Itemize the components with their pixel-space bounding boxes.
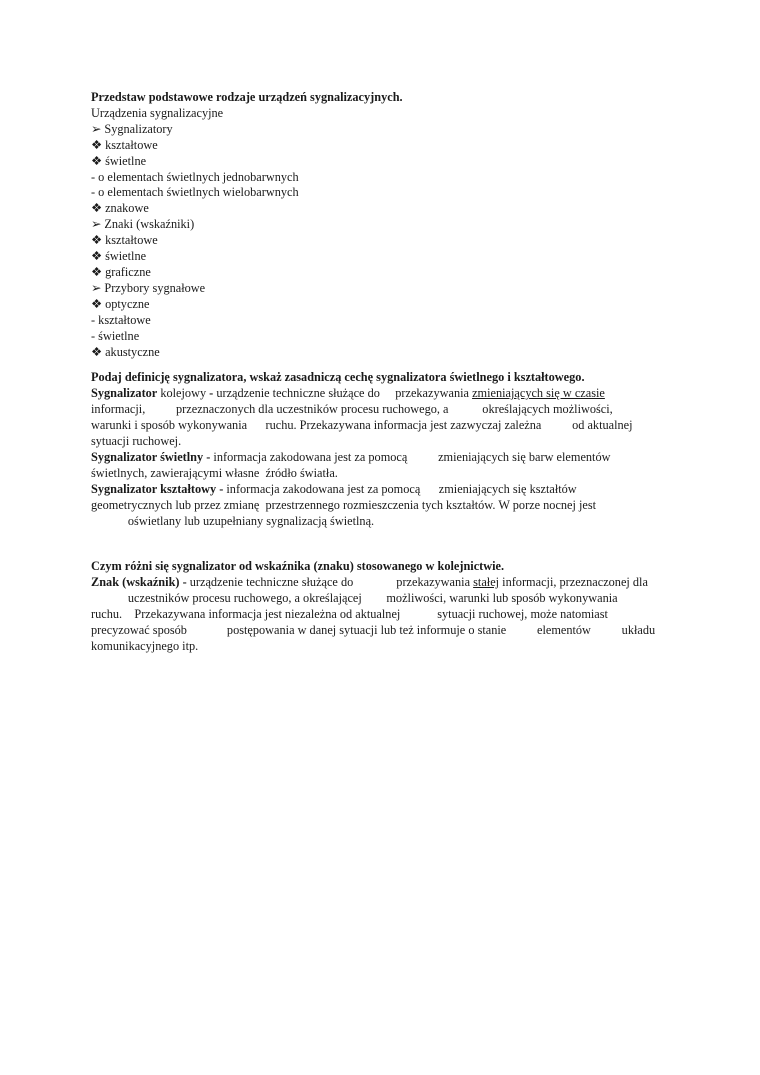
list-line: ➢ Znaki (wskaźniki) [91, 217, 195, 232]
definition-line: świetlnych, zawierającymi własne źródło światła. [91, 465, 338, 480]
list-line: - świetlne [91, 328, 140, 343]
section-3-title: Czym różni się sygnalizator od wskaźnika (znaku) stosowanego w kolejnictwie. [91, 559, 505, 574]
list-line: - kształtowe [91, 312, 151, 327]
list-line: ❖ optyczne [91, 296, 150, 311]
definition-term: Sygnalizator [91, 386, 158, 401]
definition-line: sytuacji ruchowej. [91, 434, 182, 449]
underlined-text: zmieniających się w czasie [472, 386, 605, 401]
definition-text: informacja zakodowana jest za pomocą zmieniających się barw elementów [213, 449, 611, 464]
definition-line [91, 575, 671, 591]
definition-line: warunki i sposób wykonywania ruchu. Przekazywana informacja jest zazwyczaj zależna od aktualnej [91, 418, 633, 433]
list-line: ❖ akustyczne [91, 344, 160, 359]
definition-line [91, 482, 671, 498]
list-line: ➢ Sygnalizatory [91, 121, 173, 136]
definition-line: ruchu. Przekazywana informacja jest niezależna od aktualnej sytuacji ruchowej, może natomiast [91, 607, 608, 622]
list-line: ❖ graficzne [91, 264, 151, 279]
section-2-title: Podaj definicję sygnalizatora, wskaż zasadniczą cechę sygnalizatora świetlnego i kształtowego. [91, 370, 585, 385]
spacer [91, 360, 671, 370]
definition-line: oświetlany lub uzupełniany sygnalizacją świetlną. [91, 513, 375, 528]
definition-term: Sygnalizator świetlny - [91, 449, 214, 464]
document-content [91, 90, 671, 655]
definition-text: kolejowy [157, 386, 207, 401]
list-line: ➢ Przybory sygnałowe [91, 280, 206, 295]
definition-text: urządzenie techniczne służące do przekazywania [216, 386, 473, 401]
definition-line: precyzować sposób postępowania w danej sytuacji lub też informuje o stanie elementów układu [91, 623, 656, 638]
list-line: ❖ świetlne [91, 249, 147, 264]
definition-line: uczestników procesu ruchowego, a określającej możliwości, warunki lub sposób wykonywania [91, 591, 618, 606]
definition-text: informacji, przeznaczonej dla [499, 575, 648, 590]
list-line: ❖ świetlne [91, 153, 147, 168]
definition-line [91, 450, 671, 466]
list-line: Urządzenia sygnalizacyjne [91, 105, 224, 120]
section-1-title: Przedstaw podstawowe rodzaje urządzeń sygnalizacyjnych. [91, 90, 403, 104]
definition-term: Znak (wskaźnik) - [91, 575, 190, 590]
list-line: - o elementach świetlnych jednobarwnych [91, 169, 299, 184]
definition-line: komunikacyjnego itp. [91, 639, 199, 653]
definition-text: informacja zakodowana jest za pomocą zmieniających się kształtów [226, 481, 577, 496]
definition-text: urządzenie techniczne służące do przekazywania [189, 575, 474, 590]
underlined-text: stałej [473, 575, 500, 590]
list-line: - o elementach świetlnych wielobarwnych [91, 185, 299, 200]
definition-line [91, 386, 671, 402]
definition-dash: - [206, 386, 217, 401]
spacer [91, 529, 671, 559]
list-line: ❖ znakowe [91, 201, 149, 216]
definition-line: informacji, przeznaczonych dla uczestników procesu ruchowego, a określających możliwości, [91, 402, 613, 417]
list-line: ❖ kształtowe [91, 233, 158, 248]
list-line: ❖ kształtowe [91, 137, 158, 152]
definition-term: Sygnalizator kształtowy - [91, 481, 227, 496]
definition-line: geometrycznych lub przez zmianę przestrzennego rozmieszczenia tych kształtów. W porze nocnej jest [91, 497, 597, 512]
